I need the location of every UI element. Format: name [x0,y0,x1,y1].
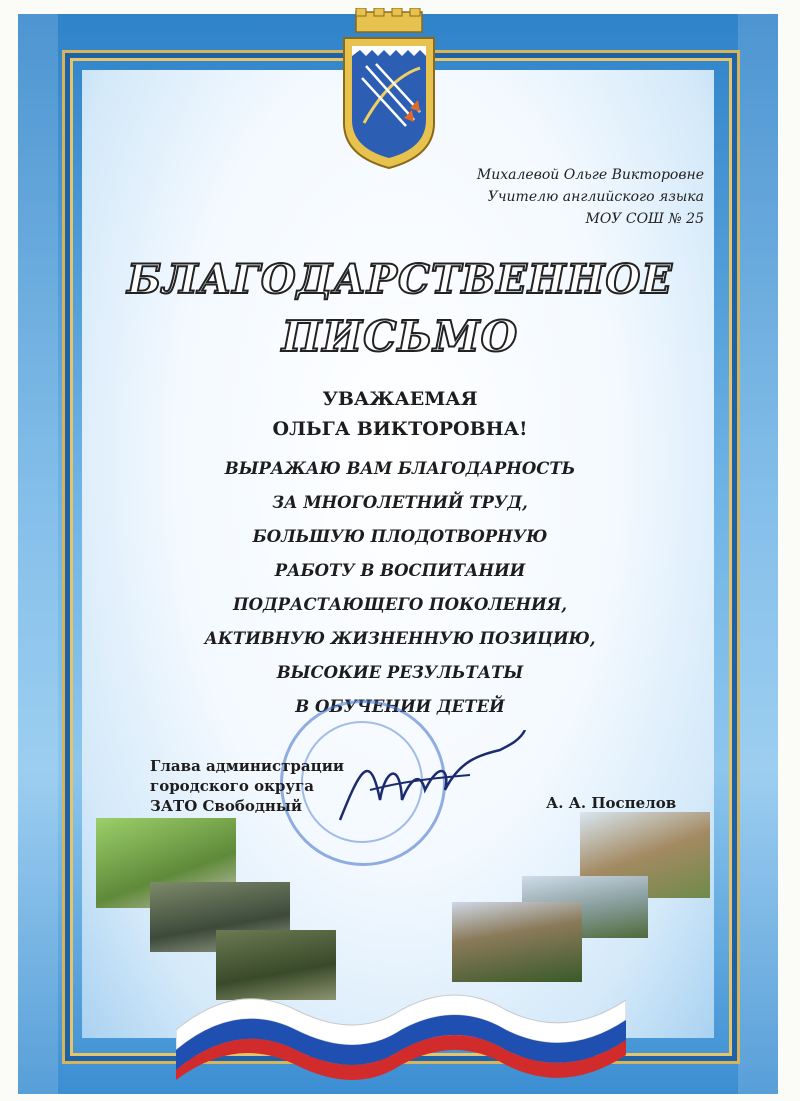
body-line: ЗА МНОГОЛЕТНИЙ ТРУД, [272,493,528,512]
addressee-name: Михалевой Ольге Викторовне [476,167,704,183]
greeting-name: ОЛЬГА ВИКТОРОВНА! [272,418,528,440]
body-line: АКТИВНУЮ ЖИЗНЕННУЮ ПОЗИЦИЮ, [204,629,596,648]
addressee-block [477,164,704,230]
signatory-line: Глава администрации [150,757,344,775]
signatory-name: А. А. Поспелов [546,794,677,812]
letter-title: БЛАГОДАРСТВЕННОЕ [127,256,673,303]
letter-body [0,452,800,724]
coat-of-arms-emblem [334,8,444,178]
body-line: ВЫРАЖАЮ ВАМ БЛАГОДАРНОСТЬ [224,459,576,478]
body-line: РАБОТУ В ВОСПИТАНИИ [274,561,526,580]
signatory-line: ЗАТО Свободный [150,797,302,815]
body-line: ПОДРАСТАЮЩЕГО ПОКОЛЕНИЯ, [233,595,567,614]
body-line: БОЛЬШУЮ ПЛОДОТВОРНУЮ [252,527,548,546]
signatory-line: городского округа [150,777,314,795]
greeting [0,384,800,444]
addressee-school: МОУ СОШ № 25 [585,211,704,227]
greeting-line: УВАЖАЕМАЯ [322,388,478,410]
body-line: В ОБУЧЕНИИ ДЕТЕЙ [295,697,505,716]
body-line: ВЫСОКИЕ РЕЗУЛЬТАТЫ [276,663,524,682]
signatory-position [150,756,344,816]
addressee-position: Учителю английского языка [487,189,704,205]
russian-flag-ribbon [176,970,626,1080]
handwritten-signature [330,730,530,830]
letter-title-line2: ПИСЬМО [281,312,519,361]
